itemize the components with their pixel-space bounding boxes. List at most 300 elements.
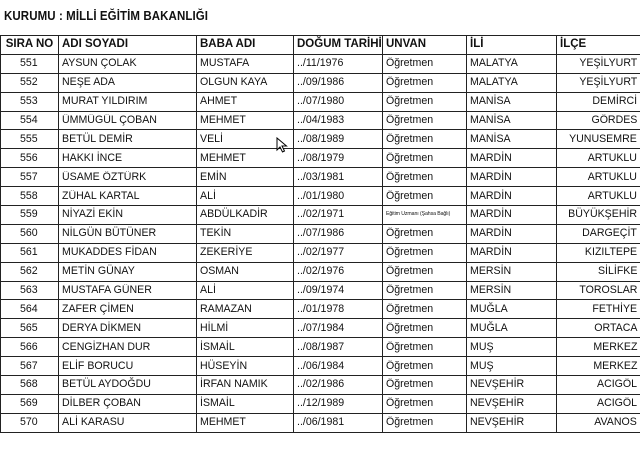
cell-ili	[467, 111, 557, 130]
cell-ilce-text: GÖRDES	[591, 114, 637, 126]
cell-sira-no-text: 564	[19, 302, 38, 315]
cell-unvan-text: Eğitim Uzmanı (Şahsa Bağlı)	[386, 211, 451, 218]
cell-dogum-tarihi-text: ../01/1980	[297, 189, 345, 202]
cell-unvan-text: Öğretmen	[386, 151, 434, 164]
cell-ili	[467, 73, 557, 92]
cell-sira-no	[1, 73, 59, 92]
cell-ili-text: MARDİN	[470, 208, 512, 221]
cell-adi-soyadi-text: DERYA DİKMEN	[62, 321, 142, 334]
cell-ili	[467, 149, 557, 168]
cell-unvan	[383, 206, 467, 225]
cell-ilce	[557, 243, 640, 262]
cell-ilce	[557, 149, 640, 168]
cell-ili	[467, 338, 557, 357]
cell-ilce	[557, 111, 640, 130]
cell-unvan	[383, 73, 467, 92]
cell-sira-no-text: 559	[19, 208, 38, 221]
cell-unvan	[383, 262, 467, 281]
cell-dogum-tarihi-text: ../02/1971	[297, 208, 345, 221]
cell-dogum-tarihi-text: ../09/1974	[297, 284, 345, 297]
cell-adi-soyadi	[59, 92, 197, 111]
cell-baba-adi	[197, 73, 294, 92]
cell-sira-no-text: 552	[19, 76, 38, 89]
cell-sira-no	[1, 262, 59, 281]
cell-unvan	[383, 111, 467, 130]
cell-sira-no-text: 561	[19, 246, 38, 259]
table-row	[1, 262, 640, 281]
cell-ili	[467, 357, 557, 376]
cell-ilce	[557, 376, 640, 395]
cell-ili-text: MERSİN	[470, 265, 512, 278]
cell-ili-text: MANİSA	[470, 114, 511, 126]
cell-baba-adi	[197, 262, 294, 281]
table-row	[1, 281, 640, 300]
table-header-row	[1, 36, 640, 55]
cell-sira-no-text: 562	[19, 265, 38, 278]
cell-adi-soyadi-text: AYSUN ÇOLAK	[62, 57, 137, 70]
cell-ilce	[557, 262, 640, 281]
cell-unvan-text: Öğretmen	[386, 132, 434, 145]
cell-unvan	[383, 394, 467, 413]
cell-ilce-text: YUNUSEMRE	[569, 132, 637, 145]
cell-sira-no	[1, 206, 59, 225]
cell-dogum-tarihi	[294, 262, 383, 281]
cell-unvan-text: Öğretmen	[386, 170, 434, 183]
cell-baba-adi	[197, 111, 294, 130]
cell-baba-adi-text: RAMAZAN	[200, 302, 252, 315]
cell-dogum-tarihi	[294, 413, 383, 432]
cell-ilce	[557, 92, 640, 111]
document-title: KURUMU : MİLLİ EĞİTİM BAKANLIĞI	[4, 9, 209, 23]
cell-ilce-text: AVANOS	[594, 416, 637, 429]
table-row	[1, 206, 640, 225]
cell-adi-soyadi	[59, 54, 197, 73]
cell-sira-no	[1, 168, 59, 187]
cell-ilce	[557, 168, 640, 187]
cell-unvan	[383, 319, 467, 338]
cell-sira-no-text: 554	[19, 114, 38, 126]
cell-dogum-tarihi	[294, 357, 383, 376]
cell-ili	[467, 224, 557, 243]
cell-sira-no-text: 570	[19, 416, 38, 429]
cell-sira-no-text: 558	[19, 189, 38, 202]
cell-unvan	[383, 54, 467, 73]
cell-ilce	[557, 281, 640, 300]
cell-dogum-tarihi	[294, 338, 383, 357]
cell-ilce	[557, 187, 640, 206]
cell-dogum-tarihi	[294, 243, 383, 262]
cell-dogum-tarihi-text: ../04/1983	[297, 114, 345, 126]
cell-ilce	[557, 338, 640, 357]
cell-ili-text: MUŞ	[470, 359, 494, 372]
cell-ili	[467, 92, 557, 111]
cell-adi-soyadi	[59, 357, 197, 376]
cell-adi-soyadi	[59, 206, 197, 225]
header-dogum-tarihi: DOĞUM TARİHİ	[294, 36, 383, 55]
cell-adi-soyadi	[59, 319, 197, 338]
cell-dogum-tarihi-text: ../01/1978	[297, 302, 345, 315]
cell-adi-soyadi-text: MUKADDES FİDAN	[62, 246, 157, 259]
cell-adi-soyadi-text: ALİ KARASU	[62, 416, 125, 429]
cell-sira-no	[1, 224, 59, 243]
cell-dogum-tarihi	[294, 54, 383, 73]
cell-ili-text: NEVŞEHİR	[470, 397, 525, 410]
cell-unvan	[383, 357, 467, 376]
cell-baba-adi	[197, 187, 294, 206]
cell-ili	[467, 281, 557, 300]
cell-ili	[467, 243, 557, 262]
table-row	[1, 319, 640, 338]
cell-baba-adi	[197, 319, 294, 338]
table-row	[1, 224, 640, 243]
cell-unvan-text: Öğretmen	[386, 227, 434, 240]
cell-baba-adi-text: MEHMET	[200, 151, 246, 164]
cell-adi-soyadi-text: ZAFER ÇİMEN	[62, 302, 134, 315]
cell-ilce-text: TOROSLAR	[578, 284, 637, 297]
mouse-pointer-icon	[276, 137, 288, 153]
cell-sira-no	[1, 357, 59, 376]
cell-ilce-text: ORTACA	[593, 321, 637, 334]
cell-sira-no	[1, 243, 59, 262]
cell-dogum-tarihi-text: ../08/1989	[297, 132, 345, 145]
cell-unvan	[383, 376, 467, 395]
cell-ilce-text: ACIGÖL	[596, 378, 637, 391]
cell-baba-adi-text: HİLMİ	[200, 321, 229, 334]
cell-adi-soyadi	[59, 338, 197, 357]
cell-ili-text: MALATYA	[470, 57, 518, 70]
cell-baba-adi	[197, 92, 294, 111]
cell-ili-text: MARDİN	[470, 227, 512, 240]
cell-dogum-tarihi	[294, 73, 383, 92]
cell-ili-text: MERSİN	[470, 284, 512, 297]
cell-ilce-text: YEŞİLYURT	[579, 76, 637, 89]
cell-unvan-text: Öğretmen	[386, 189, 434, 202]
cell-adi-soyadi	[59, 262, 197, 281]
cell-baba-adi-text: İRFAN NAMIK	[200, 378, 268, 391]
cell-sira-no	[1, 149, 59, 168]
cell-unvan-text: Öğretmen	[386, 340, 434, 353]
cell-baba-adi	[197, 54, 294, 73]
cell-ili	[467, 262, 557, 281]
table-row	[1, 376, 640, 395]
cell-dogum-tarihi	[294, 187, 383, 206]
cell-dogum-tarihi	[294, 394, 383, 413]
table-row	[1, 338, 640, 357]
header-adi-soyadi: ADI SOYADI	[59, 36, 197, 55]
cell-unvan	[383, 187, 467, 206]
cell-sira-no-text: 553	[19, 95, 38, 108]
cell-unvan-text: Öğretmen	[386, 359, 434, 372]
cell-sira-no-text: 569	[19, 397, 38, 410]
cell-adi-soyadi-text: BETÜL AYDOĞDU	[62, 378, 151, 391]
cell-dogum-tarihi-text: ../12/1989	[297, 397, 345, 410]
cell-baba-adi-text: HÜSEYİN	[200, 359, 248, 372]
cell-sira-no-text: 557	[19, 170, 38, 183]
header-sira-no: SIRA NO	[1, 36, 59, 55]
cell-adi-soyadi	[59, 300, 197, 319]
cell-adi-soyadi-text: DİLBER ÇOBAN	[62, 397, 141, 410]
table-row	[1, 92, 640, 111]
table-row	[1, 130, 640, 149]
cell-baba-adi-text: ABDÜLKADİR	[200, 208, 268, 221]
cell-dogum-tarihi-text: ../03/1981	[297, 170, 345, 183]
cell-ilce	[557, 54, 640, 73]
cell-ilce	[557, 319, 640, 338]
cell-sira-no	[1, 413, 59, 432]
cell-baba-adi-text: TEKİN	[200, 227, 232, 240]
cell-unvan-text: Öğretmen	[386, 321, 434, 334]
cell-baba-adi-text: MEHMET	[200, 114, 246, 126]
cell-sira-no	[1, 54, 59, 73]
cell-adi-soyadi	[59, 73, 197, 92]
cell-adi-soyadi-text: MURAT YILDIRIM	[62, 95, 148, 108]
cell-baba-adi-text: İSMAİL	[200, 340, 235, 353]
cell-baba-adi	[197, 243, 294, 262]
cell-ili	[467, 206, 557, 225]
cell-dogum-tarihi-text: ../07/1984	[297, 321, 345, 334]
cell-dogum-tarihi-text: ../09/1986	[297, 76, 345, 89]
cell-ili-text: MALATYA	[470, 76, 518, 89]
cell-sira-no	[1, 376, 59, 395]
cell-ili	[467, 394, 557, 413]
cell-ili-text: MUŞ	[470, 340, 494, 353]
cell-baba-adi	[197, 376, 294, 395]
cell-baba-adi-text: ZEKERİYE	[200, 246, 253, 259]
header-unvan: UNVAN	[383, 36, 467, 55]
cell-dogum-tarihi-text: ../02/1986	[297, 378, 345, 391]
cell-dogum-tarihi-text: ../02/1977	[297, 246, 345, 259]
cell-ilce	[557, 300, 640, 319]
cell-adi-soyadi-text: ÜSAME ÖZTÜRK	[62, 170, 147, 183]
cell-ilce-text: KIZILTEPE	[584, 246, 637, 259]
cell-sira-no-text: 567	[19, 359, 38, 372]
cell-ilce-text: YEŞİLYURT	[579, 57, 637, 70]
cell-dogum-tarihi-text: ../06/1981	[297, 416, 345, 429]
cell-sira-no-text: 555	[19, 132, 38, 145]
cell-baba-adi	[197, 281, 294, 300]
cell-dogum-tarihi-text: ../07/1980	[297, 95, 345, 108]
cell-ilce-text: DARGEÇİT	[582, 227, 637, 240]
cell-baba-adi-text: OSMAN	[200, 265, 239, 278]
cell-dogum-tarihi	[294, 92, 383, 111]
cell-ili	[467, 54, 557, 73]
cell-adi-soyadi	[59, 224, 197, 243]
cell-ili-text: MARDİN	[470, 246, 512, 259]
table-row	[1, 168, 640, 187]
cell-ili	[467, 300, 557, 319]
header-ili: İLİ	[467, 36, 557, 55]
cell-dogum-tarihi	[294, 300, 383, 319]
cell-adi-soyadi	[59, 130, 197, 149]
cell-ilce-text: BÜYÜKŞEHİR	[568, 208, 637, 221]
cell-unvan	[383, 149, 467, 168]
cell-dogum-tarihi-text: ../02/1976	[297, 265, 345, 278]
cell-unvan	[383, 243, 467, 262]
personnel-table	[0, 35, 640, 433]
cell-unvan-text: Öğretmen	[386, 246, 434, 259]
cell-unvan-text: Öğretmen	[386, 378, 434, 391]
cell-sira-no-text: 565	[19, 321, 38, 334]
cell-ili	[467, 187, 557, 206]
cell-adi-soyadi-text: HAKKI İNCE	[62, 151, 123, 164]
cell-baba-adi-text: AHMET	[200, 95, 238, 108]
cell-baba-adi	[197, 224, 294, 243]
cell-unvan-text: Öğretmen	[386, 57, 434, 70]
cell-adi-soyadi-text: BETÜL DEMİR	[62, 132, 133, 145]
cell-ili	[467, 413, 557, 432]
cell-sira-no	[1, 111, 59, 130]
cell-sira-no	[1, 92, 59, 111]
cell-adi-soyadi-text: ELİF BORUCU	[62, 359, 134, 372]
cell-ili	[467, 130, 557, 149]
table-row	[1, 413, 640, 432]
cell-ili-text: MANİSA	[470, 95, 511, 108]
cell-baba-adi	[197, 394, 294, 413]
cell-unvan	[383, 281, 467, 300]
cell-adi-soyadi-text: ZÜHAL KARTAL	[62, 189, 140, 202]
cell-sira-no	[1, 300, 59, 319]
cell-sira-no-text: 563	[19, 284, 38, 297]
cell-sira-no-text: 551	[19, 57, 38, 70]
cell-dogum-tarihi	[294, 281, 383, 300]
cell-ilce-text: MERKEZ	[592, 359, 637, 372]
cell-unvan-text: Öğretmen	[386, 114, 434, 126]
cell-baba-adi-text: VELİ	[200, 132, 223, 145]
cell-ilce	[557, 73, 640, 92]
cell-sira-no	[1, 394, 59, 413]
cell-baba-adi-text: MEHMET	[200, 416, 246, 429]
cell-dogum-tarihi	[294, 376, 383, 395]
cell-adi-soyadi-text: MUSTAFA GÜNER	[62, 284, 152, 297]
cell-dogum-tarihi	[294, 111, 383, 130]
cell-ili-text: MANİSA	[470, 132, 511, 145]
cell-adi-soyadi-text: NEŞE ADA	[62, 76, 115, 89]
cell-baba-adi	[197, 206, 294, 225]
cell-adi-soyadi	[59, 149, 197, 168]
cell-unvan	[383, 168, 467, 187]
cell-ilce	[557, 130, 640, 149]
cell-ilce	[557, 206, 640, 225]
cell-dogum-tarihi	[294, 149, 383, 168]
table-row	[1, 243, 640, 262]
cell-unvan-text: Öğretmen	[386, 95, 434, 108]
cell-ili-text: MARDİN	[470, 151, 512, 164]
cell-dogum-tarihi	[294, 224, 383, 243]
table-row	[1, 111, 640, 130]
cell-adi-soyadi-text: METİN GÜNAY	[62, 265, 135, 278]
cell-dogum-tarihi-text: ../06/1984	[297, 359, 345, 372]
cell-unvan	[383, 300, 467, 319]
cell-adi-soyadi-text: NİYAZİ EKİN	[62, 208, 124, 221]
cell-ilce-text: ARTUKLU	[587, 189, 637, 202]
cell-dogum-tarihi	[294, 206, 383, 225]
cell-ili-text: MUĞLA	[470, 321, 508, 334]
cell-unvan	[383, 224, 467, 243]
cell-adi-soyadi	[59, 168, 197, 187]
header-baba-adi: BABA ADI	[197, 36, 294, 55]
cell-ili	[467, 168, 557, 187]
cell-sira-no	[1, 319, 59, 338]
cell-adi-soyadi-text: NİLGÜN BÜTÜNER	[62, 227, 157, 240]
cell-dogum-tarihi	[294, 168, 383, 187]
cell-unvan	[383, 413, 467, 432]
cell-unvan	[383, 92, 467, 111]
cell-sira-no	[1, 281, 59, 300]
cell-ili	[467, 376, 557, 395]
cell-ili-text: NEVŞEHİR	[470, 416, 525, 429]
table-row	[1, 394, 640, 413]
cell-dogum-tarihi	[294, 130, 383, 149]
cell-sira-no-text: 560	[19, 227, 38, 240]
cell-ili-text: MARDİN	[470, 170, 512, 183]
table-row	[1, 73, 640, 92]
cell-adi-soyadi	[59, 281, 197, 300]
cell-ilce-text: DEMİRCİ	[592, 95, 637, 108]
cell-ilce-text: ARTUKLU	[587, 170, 637, 183]
cell-sira-no-text: 556	[19, 151, 38, 164]
cell-baba-adi-text: OLGUN KAYA	[200, 76, 268, 89]
cell-dogum-tarihi-text: ../08/1987	[297, 340, 345, 353]
cell-ilce	[557, 394, 640, 413]
cell-adi-soyadi	[59, 394, 197, 413]
cell-dogum-tarihi-text: ../11/1976	[297, 57, 344, 70]
cell-unvan-text: Öğretmen	[386, 265, 434, 278]
cell-adi-soyadi	[59, 111, 197, 130]
cell-unvan-text: Öğretmen	[386, 416, 434, 429]
cell-adi-soyadi	[59, 413, 197, 432]
cell-ilce-text: ARTUKLU	[587, 151, 637, 164]
cell-baba-adi-text: ALİ	[200, 189, 216, 202]
cell-adi-soyadi	[59, 243, 197, 262]
cell-ilce-text: SİLİFKE	[597, 265, 637, 278]
cell-baba-adi	[197, 300, 294, 319]
table-row	[1, 357, 640, 376]
cell-ilce	[557, 224, 640, 243]
cell-unvan-text: Öğretmen	[386, 284, 434, 297]
cell-unvan-text: Öğretmen	[386, 76, 434, 89]
cell-ili-text: MARDİN	[470, 189, 512, 202]
cell-baba-adi-text: ALİ	[200, 284, 216, 297]
cell-sira-no	[1, 130, 59, 149]
table-row	[1, 300, 640, 319]
cell-baba-adi	[197, 338, 294, 357]
cell-baba-adi-text: İSMAİL	[200, 397, 235, 410]
cell-unvan	[383, 130, 467, 149]
cell-adi-soyadi-text: ÜMMÜGÜL ÇOBAN	[62, 114, 157, 126]
table-row	[1, 54, 640, 73]
cell-ilce	[557, 413, 640, 432]
cell-sira-no-text: 566	[19, 340, 38, 353]
cell-dogum-tarihi-text: ../08/1979	[297, 151, 345, 164]
cell-adi-soyadi	[59, 376, 197, 395]
cell-baba-adi	[197, 357, 294, 376]
cell-ilce-text: MERKEZ	[592, 340, 637, 353]
cell-dogum-tarihi	[294, 319, 383, 338]
cell-unvan-text: Öğretmen	[386, 302, 434, 315]
cell-baba-adi-text: MUSTAFA	[200, 57, 250, 70]
cell-unvan-text: Öğretmen	[386, 397, 434, 410]
table-row	[1, 149, 640, 168]
cell-unvan	[383, 338, 467, 357]
cell-baba-adi-text: EMİN	[200, 170, 227, 183]
cell-adi-soyadi	[59, 187, 197, 206]
cell-sira-no-text: 568	[19, 378, 38, 391]
cell-ilce-text: ACIGÖL	[596, 397, 637, 410]
cell-ilce	[557, 357, 640, 376]
cell-baba-adi	[197, 413, 294, 432]
cell-sira-no	[1, 187, 59, 206]
header-ilce: İLÇE	[557, 36, 640, 55]
